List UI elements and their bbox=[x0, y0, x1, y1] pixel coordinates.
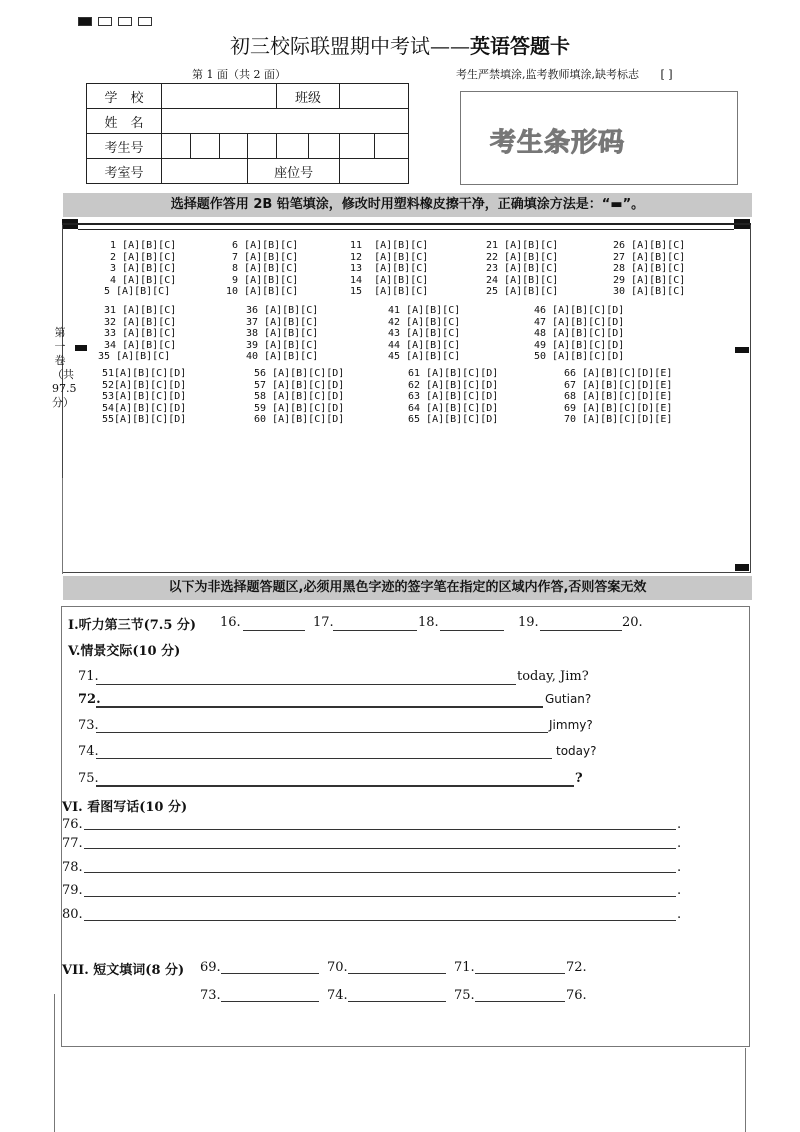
question-number: 70. bbox=[327, 960, 348, 975]
exam-number-digit[interactable] bbox=[162, 134, 191, 159]
answer-blank[interactable] bbox=[348, 973, 446, 974]
line-period: . bbox=[677, 883, 682, 898]
mc-column[interactable]: 11 [A][B][C] 12 [A][B][C] 13 [A][B][C] 14 [A][B][C] 15 [A][B][C] bbox=[350, 240, 429, 297]
written-answer-area bbox=[61, 606, 750, 1047]
sentence-ending: Gutian? bbox=[545, 692, 592, 706]
answer-line[interactable] bbox=[84, 872, 676, 873]
corner-mark-filled bbox=[78, 17, 92, 26]
mc-column[interactable]: 66 [A][B][C][D][E] 67 [A][B][C][D][E] 68 [A][B][C][D][E] 69 [A][B][C][D][E] 70 [A][B][C][D][E] bbox=[564, 368, 673, 425]
seat-field[interactable] bbox=[340, 159, 409, 184]
answer-line[interactable] bbox=[84, 896, 676, 897]
question-number: 69. bbox=[200, 960, 221, 975]
seat-label: 座位号 bbox=[248, 159, 340, 184]
section-heading: VII. 短文填词(8 分) bbox=[62, 963, 185, 978]
question-number: 79. bbox=[62, 883, 83, 898]
barcode-label: 考生条形码 bbox=[490, 128, 626, 158]
answer-line[interactable] bbox=[96, 706, 543, 708]
answer-line[interactable] bbox=[84, 920, 676, 921]
answer-blank[interactable] bbox=[475, 973, 565, 974]
exam-number-digit[interactable] bbox=[340, 134, 375, 159]
school-field[interactable] bbox=[162, 84, 277, 109]
sentence-ending: today? bbox=[556, 744, 597, 758]
school-label: 学 校 bbox=[87, 84, 162, 109]
mc-column[interactable]: 1 [A][B][C] 2 [A][B][C] 3 [A][B][C] 4 [A][B][C] 5 [A][B][C] bbox=[104, 240, 177, 297]
answer-blank[interactable] bbox=[540, 630, 622, 631]
answer-line[interactable] bbox=[96, 684, 516, 685]
exam-number-digit[interactable] bbox=[277, 134, 309, 159]
answer-blank[interactable] bbox=[333, 630, 417, 631]
exam-number-digit[interactable] bbox=[374, 134, 409, 159]
sentence-ending: Jimmy? bbox=[549, 718, 593, 732]
answer-blank[interactable] bbox=[440, 630, 504, 631]
answer-line[interactable] bbox=[84, 848, 676, 849]
title-subject: 英语答题卡 bbox=[470, 34, 570, 58]
page-title bbox=[0, 30, 800, 59]
absent-mark-box[interactable]: [ ] bbox=[660, 68, 673, 81]
sentence-ending: today, Jim? bbox=[517, 669, 589, 684]
line-period: . bbox=[677, 860, 682, 875]
volume-label: 第一卷（共97.5分） bbox=[52, 326, 77, 409]
page-edge-line bbox=[54, 994, 55, 1132]
line-period: . bbox=[677, 836, 682, 851]
question-number: 74. bbox=[78, 744, 99, 759]
question-number: 80. bbox=[62, 907, 83, 922]
question-number: 78. bbox=[62, 860, 83, 875]
mc-column[interactable]: 61 [A][B][C][D] 62 [A][B][C][D] 63 [A][B][C][D] 64 [A][B][C][D] 65 [A][B][C][D] bbox=[408, 368, 499, 425]
question-number: 71. bbox=[78, 669, 99, 684]
sentence-ending: ? bbox=[575, 771, 583, 786]
mc-column[interactable]: 56 [A][B][C][D] 57 [A][B][C][D] 58 [A][B][C][D] 59 [A][B][C][D] 60 [A][B][C][D] bbox=[254, 368, 345, 425]
line-period: . bbox=[677, 817, 682, 832]
question-number: 76. bbox=[566, 988, 587, 1003]
room-label: 考室号 bbox=[87, 159, 162, 184]
answer-line[interactable] bbox=[96, 785, 574, 787]
mc-column[interactable]: 46 [A][B][C][D] 47 [A][B][C][D] 48 [A][B][C][D] 49 [A][B][C][D] 50 [A][B][C][D] bbox=[534, 305, 625, 362]
answer-blank[interactable] bbox=[243, 630, 305, 631]
absence-notice bbox=[456, 66, 673, 82]
exam-number-digit[interactable] bbox=[219, 134, 248, 159]
exam-number-digit[interactable] bbox=[308, 134, 340, 159]
exam-number-label: 考生号 bbox=[87, 134, 162, 159]
exam-number-digit[interactable] bbox=[248, 134, 277, 159]
mc-column[interactable]: 41 [A][B][C] 42 [A][B][C] 43 [A][B][C] 44 [A][B][C] 45 [A][B][C] bbox=[388, 305, 461, 362]
mc-column[interactable]: 21 [A][B][C] 22 [A][B][C] 23 [A][B][C] 24 [A][B][C] 25 [A][B][C] bbox=[486, 240, 559, 297]
name-label: 姓 名 bbox=[87, 109, 162, 134]
mc-column[interactable]: 26 [A][B][C] 27 [A][B][C] 28 [A][B][C] 29 [A][B][C] 30 [A][B][C] bbox=[613, 240, 686, 297]
question-number: 72. bbox=[78, 692, 101, 707]
room-field[interactable] bbox=[162, 159, 248, 184]
class-label: 班级 bbox=[277, 84, 340, 109]
answer-blank[interactable] bbox=[221, 973, 319, 974]
mc-column[interactable]: 31 [A][B][C] 32 [A][B][C] 33 [A][B][C] 34 [A][B][C] 35 [A][B][C] bbox=[98, 305, 177, 362]
absence-notice-text: 考生严禁填涂,监考教师填涂,缺考标志 bbox=[456, 68, 639, 81]
title-main: 初三校际联盟期中考试—— bbox=[230, 34, 470, 58]
page-edge-line bbox=[62, 478, 63, 574]
corner-mark-empty bbox=[98, 17, 112, 26]
mc-instructions: 选择题作答用 2B 铅笔填涂，修改时用塑料橡皮擦干净，正确填涂方法是：“▬”。 bbox=[63, 193, 752, 217]
question-number: 73. bbox=[78, 718, 99, 733]
student-info-table bbox=[86, 83, 409, 184]
answer-line[interactable] bbox=[96, 758, 552, 759]
answer-line[interactable] bbox=[96, 732, 548, 733]
question-number: 20. bbox=[622, 615, 643, 630]
question-number: 75. bbox=[454, 988, 475, 1003]
question-number: 16. bbox=[220, 615, 241, 630]
answer-blank[interactable] bbox=[221, 1001, 319, 1002]
question-number: 74. bbox=[327, 988, 348, 1003]
question-number: 17. bbox=[313, 615, 334, 630]
question-number: 18. bbox=[418, 615, 439, 630]
question-number: 71. bbox=[454, 960, 475, 975]
line-period: . bbox=[677, 907, 682, 922]
answer-line[interactable] bbox=[84, 829, 676, 830]
section-heading: VI. 看图写话(10 分) bbox=[62, 800, 188, 815]
answer-blank[interactable] bbox=[348, 1001, 446, 1002]
mc-column[interactable]: 6 [A][B][C] 7 [A][B][C] 8 [A][B][C] 9 [A][B][C] 10 [A][B][C] bbox=[226, 240, 299, 297]
non-mc-notice: 以下为非选择题答题区,必须用黑色字迹的签字笔在指定的区域内作答,否则答案无效 bbox=[63, 576, 752, 600]
answer-blank[interactable] bbox=[475, 1001, 565, 1002]
question-number: 72. bbox=[566, 960, 587, 975]
page-edge-line bbox=[745, 1048, 746, 1132]
question-number: 77. bbox=[62, 836, 83, 851]
name-field[interactable] bbox=[162, 109, 409, 134]
question-number: 19. bbox=[518, 615, 539, 630]
question-number: 76. bbox=[62, 817, 83, 832]
mc-column[interactable]: 51[A][B][C][D] 52[A][B][C][D] 53[A][B][C][D] 54[A][B][C][D] 55[A][B][C][D] bbox=[102, 368, 187, 425]
section-heading: I.听力第三节(7.5 分) bbox=[68, 618, 197, 633]
corner-mark-empty bbox=[118, 17, 132, 26]
corner-mark-empty bbox=[138, 17, 152, 26]
section-heading: V.情景交际(10 分) bbox=[68, 644, 181, 659]
question-number: 73. bbox=[200, 988, 221, 1003]
mc-column[interactable]: 36 [A][B][C] 37 [A][B][C] 38 [A][B][C] 39 [A][B][C] 40 [A][B][C] bbox=[246, 305, 319, 362]
class-field[interactable] bbox=[340, 84, 409, 109]
question-number: 75. bbox=[78, 771, 99, 786]
page-indicator: 第 1 面（共 2 面） bbox=[192, 68, 286, 81]
exam-number-digit[interactable] bbox=[190, 134, 219, 159]
